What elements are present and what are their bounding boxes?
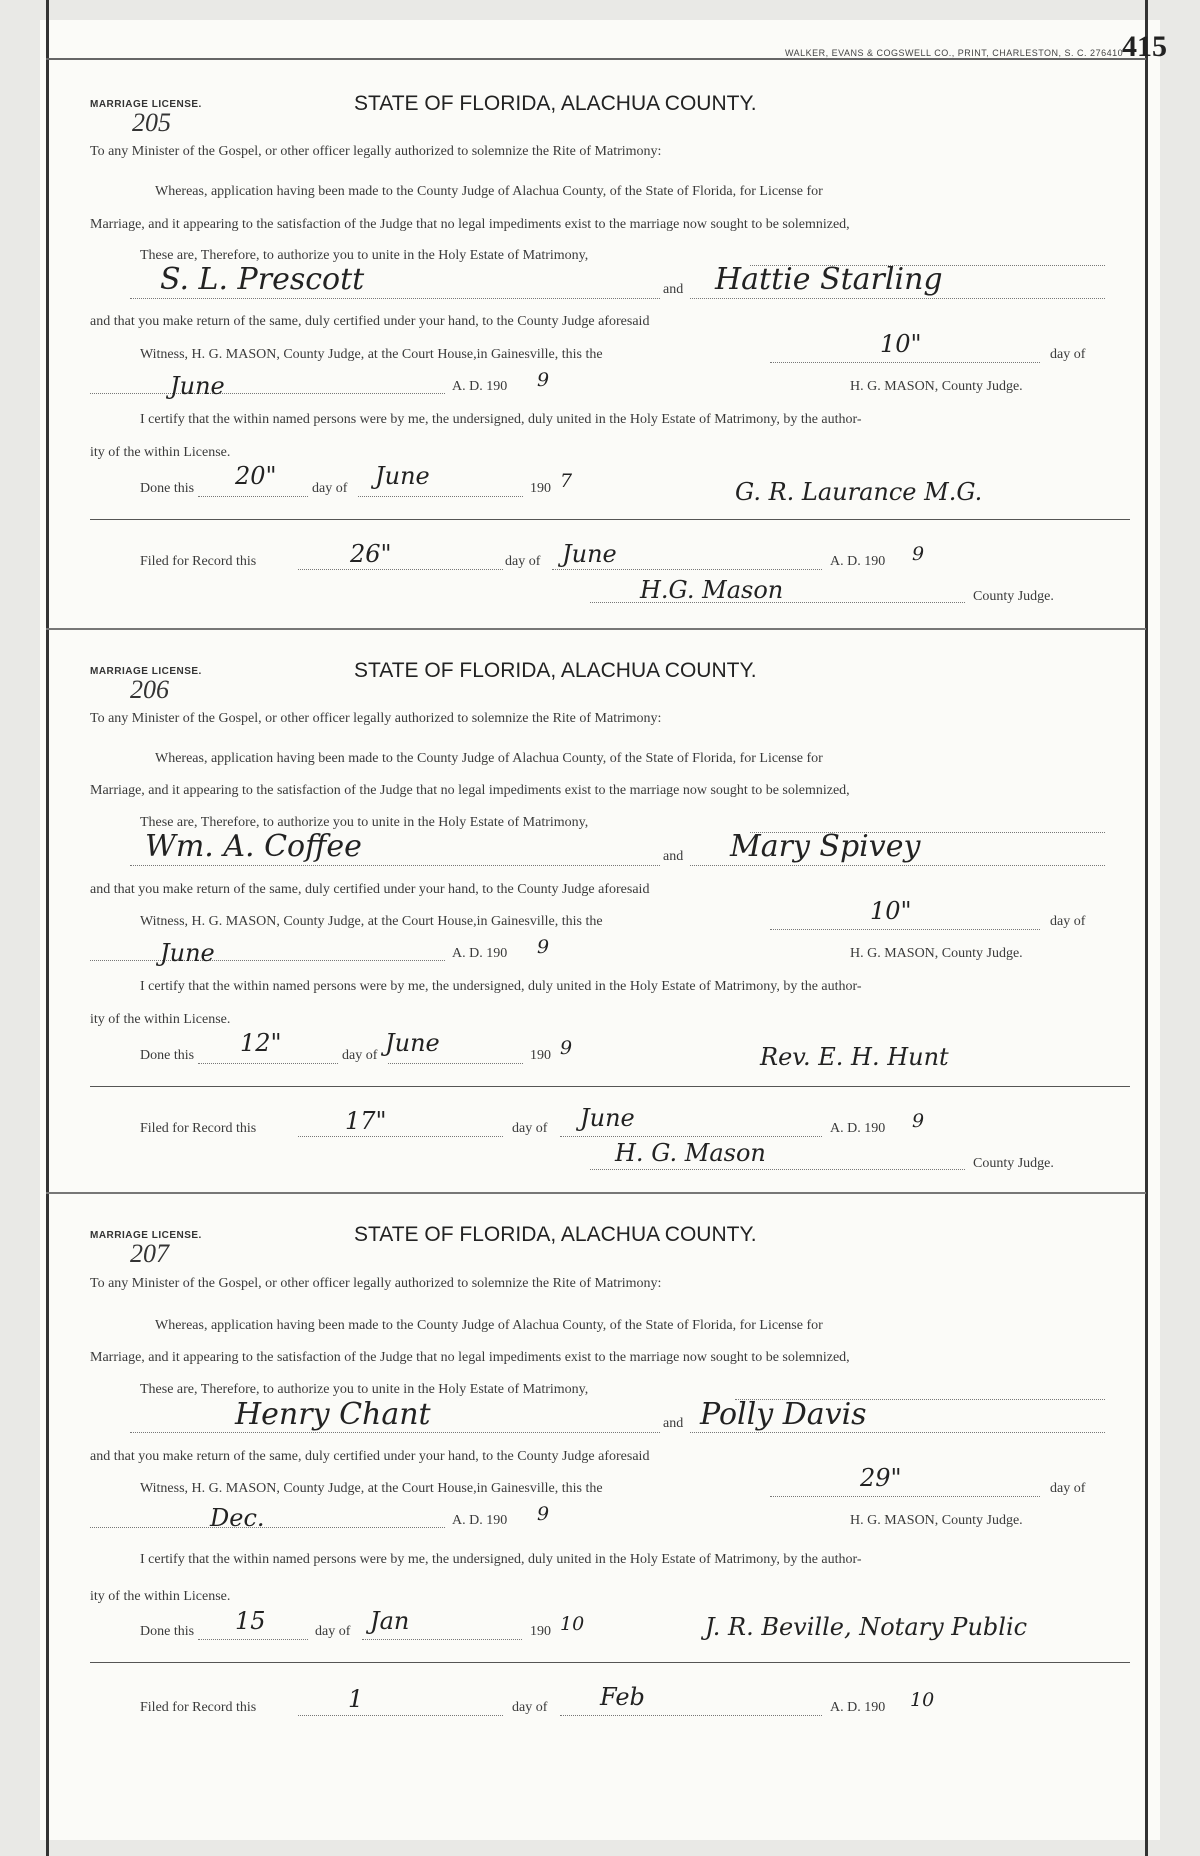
return-line: and that you make return of the same, duly certified under your hand, to the County Judge aforesaid xyxy=(90,314,650,329)
day-of-label: day of xyxy=(512,1700,548,1715)
fill-line xyxy=(362,1639,522,1640)
witness-line: Witness, H. G. MASON, County Judge, at the Court House,in Gainesville, this the xyxy=(140,1481,603,1496)
filed-year: 10 xyxy=(910,1689,935,1711)
groom-name: Wm. A. Coffee xyxy=(145,829,362,864)
ad-label: A. D. 190 xyxy=(452,379,508,394)
page-number: 415 xyxy=(1122,30,1167,63)
fill-line xyxy=(198,1063,338,1064)
filed-label: Filed for Record this xyxy=(140,554,257,569)
done-day: 20" xyxy=(235,462,277,490)
fill-line xyxy=(388,1063,523,1064)
done-day: 15 xyxy=(235,1607,266,1635)
day-of-label: day of xyxy=(505,554,541,569)
filed-year: 9 xyxy=(912,543,925,565)
filed-year: 9 xyxy=(912,1110,925,1132)
license-heading: STATE OF FLORIDA, ALACHUA COUNTY. xyxy=(354,92,757,115)
day-of-label: day of xyxy=(1050,1481,1086,1496)
witness-line: Witness, H. G. MASON, County Judge, at the Court House,in Gainesville, this the xyxy=(140,347,603,362)
salutation: To any Minister of the Gospel, or other officer legally authorized to solemnize the Rite of Matrimony: xyxy=(90,144,662,159)
filed-month: Feb xyxy=(600,1683,645,1711)
judge-title: H. G. MASON, County Judge. xyxy=(850,379,1023,394)
authorize-line: These are, Therefore, to authorize you to unite in the Holy Estate of Matrimony, xyxy=(140,1382,589,1397)
license-day: 10" xyxy=(880,330,922,358)
license-entry xyxy=(0,1135,1200,1715)
fill-line xyxy=(130,865,660,866)
done-month: Jan xyxy=(370,1607,410,1635)
return-line: and that you make return of the same, duly certified under your hand, to the County Judge aforesaid xyxy=(90,882,650,897)
fill-line xyxy=(130,298,660,299)
county-judge-label: County Judge. xyxy=(973,1156,1054,1171)
license-month: Dec. xyxy=(210,1504,265,1532)
fill-line xyxy=(358,496,523,497)
license-heading: STATE OF FLORIDA, ALACHUA COUNTY. xyxy=(354,1223,757,1246)
certify-line-2: ity of the within License. xyxy=(90,445,231,460)
judge-title: H. G. MASON, County Judge. xyxy=(850,1513,1023,1528)
whereas-line-1: Whereas, application having been made to the County Judge of Alachua County, of the State of Florida, for License for xyxy=(155,1318,823,1333)
authorize-line: These are, Therefore, to authorize you to unite in the Holy Estate of Matrimony, xyxy=(140,248,589,263)
bride-name: Polly Davis xyxy=(700,1397,867,1432)
return-line: and that you make return of the same, duly certified under your hand, to the County Judge aforesaid xyxy=(90,1449,650,1464)
license-number: 206 xyxy=(130,675,169,704)
whereas-line-1: Whereas, application having been made to the County Judge of Alachua County, of the State of Florida, for License for xyxy=(155,751,823,766)
signature-rule xyxy=(90,1662,1130,1663)
county-judge-label: County Judge. xyxy=(973,589,1054,604)
fill-line xyxy=(690,1432,1105,1433)
ad-label: A. D. 190 xyxy=(830,554,886,569)
judge-signature: H. G. Mason xyxy=(615,1139,766,1167)
license-heading: STATE OF FLORIDA, ALACHUA COUNTY. xyxy=(354,659,757,682)
and-label: and xyxy=(663,282,684,297)
done-this-label: Done this xyxy=(140,1624,195,1639)
fill-line xyxy=(690,865,1105,866)
license-entry xyxy=(0,0,1200,604)
fill-line xyxy=(552,569,822,570)
license-year: 9 xyxy=(537,369,550,391)
filed-label: Filed for Record this xyxy=(140,1121,257,1136)
certify-line-1: I certify that the within named persons were by me, the undersigned, duly united in the Holy Estate of Matrimony, by the author- xyxy=(140,1552,862,1567)
fill-line xyxy=(690,298,1105,299)
year-label: 190 xyxy=(530,1624,551,1639)
done-this-label: Done this xyxy=(140,1048,195,1063)
certify-line-2: ity of the within License. xyxy=(90,1589,231,1604)
whereas-line-2: Marriage, and it appearing to the satisfaction of the Judge that no legal impediments exist to the marriage now sought to be solemnized, xyxy=(90,217,850,232)
certify-line-1: I certify that the within named persons were by me, the undersigned, duly united in the Holy Estate of Matrimony, by the author- xyxy=(140,412,862,427)
day-of-label: day of xyxy=(312,481,348,496)
day-of-label: day of xyxy=(1050,914,1086,929)
fill-line xyxy=(770,929,1040,930)
filed-day: 1 xyxy=(348,1685,364,1713)
fill-line xyxy=(90,1527,445,1528)
fill-line xyxy=(770,1496,1040,1497)
witness-line: Witness, H. G. MASON, County Judge, at the Court House,in Gainesville, this the xyxy=(140,914,603,929)
done-year: 9 xyxy=(560,1037,573,1059)
license-number: 207 xyxy=(130,1239,169,1268)
done-month: June xyxy=(385,1029,440,1057)
license-label: MARRIAGE LICENSE. xyxy=(90,666,202,677)
officiant-signature: G. R. Laurance M.G. xyxy=(735,478,983,506)
done-year: 10 xyxy=(560,1613,585,1635)
license-day: 29" xyxy=(860,1464,902,1492)
groom-name: S. L. Prescott xyxy=(160,262,365,297)
whereas-line-2: Marriage, and it appearing to the satisfaction of the Judge that no legal impediments exist to the marriage now sought to be solemnized, xyxy=(90,783,850,798)
filed-day: 17" xyxy=(345,1107,387,1135)
certify-line-1: I certify that the within named persons were by me, the undersigned, duly united in the Holy Estate of Matrimony, by the author- xyxy=(140,979,862,994)
license-year: 9 xyxy=(537,1503,550,1525)
year-label: 190 xyxy=(530,1048,551,1063)
filed-month: June xyxy=(580,1104,635,1132)
fill-line xyxy=(198,1639,308,1640)
whereas-line-2: Marriage, and it appearing to the satisfaction of the Judge that no legal impediments exist to the marriage now sought to be solemnized, xyxy=(90,1350,850,1365)
judge-signature: H.G. Mason xyxy=(640,576,784,604)
signature-rule xyxy=(90,519,1130,520)
ad-label: A. D. 190 xyxy=(830,1700,886,1715)
fill-line xyxy=(560,1715,822,1716)
and-label: and xyxy=(663,849,684,864)
year-label: 190 xyxy=(530,481,551,496)
ad-label: A. D. 190 xyxy=(452,946,508,961)
license-label: MARRIAGE LICENSE. xyxy=(90,99,202,110)
fill-line xyxy=(130,1432,660,1433)
ad-label: A. D. 190 xyxy=(452,1513,508,1528)
fill-line xyxy=(298,1715,503,1716)
filed-month: June xyxy=(562,540,617,568)
fill-line xyxy=(198,496,308,497)
license-year: 9 xyxy=(537,936,550,958)
day-of-label: day of xyxy=(1050,347,1086,362)
authorize-line: These are, Therefore, to authorize you to unite in the Holy Estate of Matrimony, xyxy=(140,815,589,830)
fill-line xyxy=(90,960,445,961)
day-of-label: day of xyxy=(512,1121,548,1136)
filed-label: Filed for Record this xyxy=(140,1700,257,1715)
salutation: To any Minister of the Gospel, or other officer legally authorized to solemnize the Rite of Matrimony: xyxy=(90,1276,662,1291)
judge-title: H. G. MASON, County Judge. xyxy=(850,946,1023,961)
salutation: To any Minister of the Gospel, or other officer legally authorized to solemnize the Rite of Matrimony: xyxy=(90,711,662,726)
license-month: June xyxy=(170,372,225,400)
printer-imprint: WALKER, EVANS & COGSWELL CO., PRINT, CHARLESTON, S. C. 276410 xyxy=(785,48,1124,58)
bride-name: Mary Spivey xyxy=(730,829,921,864)
groom-name: Henry Chant xyxy=(235,1397,431,1432)
bride-name: Hattie Starling xyxy=(715,262,943,297)
ad-label: A. D. 190 xyxy=(830,1121,886,1136)
day-of-label: day of xyxy=(315,1624,351,1639)
license-label: MARRIAGE LICENSE. xyxy=(90,1230,202,1241)
certify-line-2: ity of the within License. xyxy=(90,1012,231,1027)
fill-line xyxy=(298,569,503,570)
license-number: 205 xyxy=(132,108,171,137)
and-label: and xyxy=(663,1416,684,1431)
fill-line xyxy=(770,362,1040,363)
fill-line xyxy=(90,393,445,394)
done-day: 12" xyxy=(240,1029,282,1057)
signature-rule xyxy=(90,1086,1130,1087)
license-entry xyxy=(0,571,1200,1171)
done-this-label: Done this xyxy=(140,481,195,496)
officiant-signature: Rev. E. H. Hunt xyxy=(760,1043,949,1071)
done-month: June xyxy=(375,462,430,490)
officiant-signature: J. R. Beville, Notary Public xyxy=(705,1613,1028,1641)
license-day: 10" xyxy=(870,897,912,925)
filed-day: 26" xyxy=(350,540,392,568)
day-of-label: day of xyxy=(342,1048,378,1063)
done-year: 7 xyxy=(560,470,573,492)
license-month: June xyxy=(160,939,215,967)
whereas-line-1: Whereas, application having been made to the County Judge of Alachua County, of the State of Florida, for License for xyxy=(155,184,823,199)
